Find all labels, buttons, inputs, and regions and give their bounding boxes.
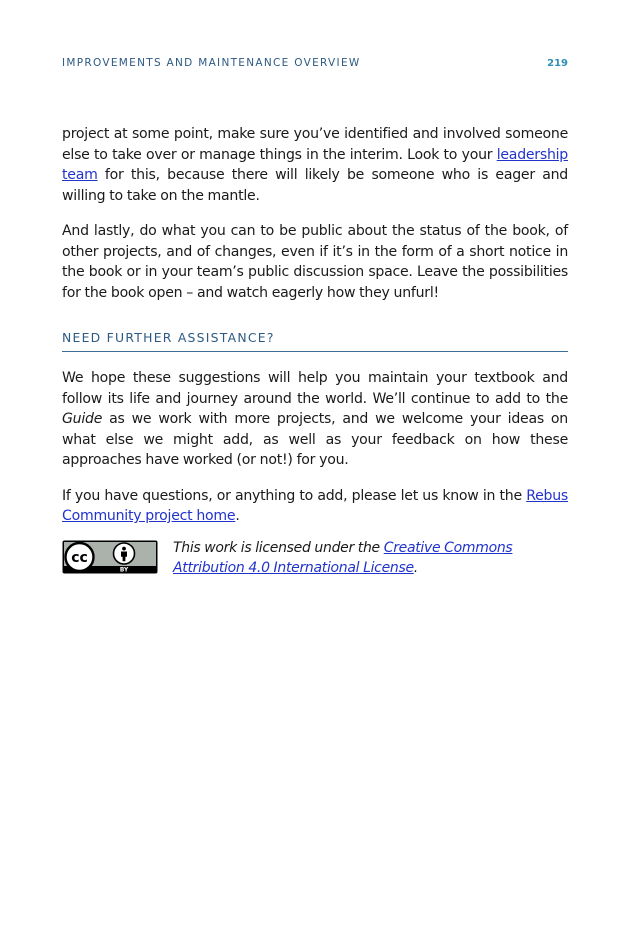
paragraph-suggestions-text-1: We hope these suggestions will help you maintain your textbook and follow its life and journey around the world. We’ll continue to add to the — [62, 370, 568, 407]
book-page — [62, 0, 568, 945]
page-number: 219 — [547, 57, 568, 69]
paragraph-public-status: And lastly, do what you can to be public about the status of the book, of other projects, and of changes, even if it’s in the form of a short notice in the book or in your team’s public discussion space. Leave the possibilities for the book open – and watch eagerly how they unfurl! — [62, 223, 568, 301]
paragraph-handover — [62, 124, 568, 206]
cc-license-link[interactable]: Creative Commons Attribution 4.0 International License — [173, 539, 513, 576]
paragraph-questions-text-2: . — [235, 508, 240, 524]
paragraph-handover-text-1: project at some point, make sure you’ve identified and involved someone else to take over or manage things in the interim. Look to your — [62, 126, 568, 163]
cc-badge-by-text: BY — [119, 567, 129, 574]
cc-by-license-badge-icon[interactable] — [62, 540, 158, 574]
paragraph-handover-text-2: for this, because there will likely be someone who is eager and willing to take on the mantle. — [62, 167, 568, 204]
running-header — [62, 56, 568, 70]
paragraph-questions-text-1: If you have questions, or anything to add, please let us know in the — [62, 487, 527, 504]
section-body — [62, 368, 568, 579]
guide-emphasis: Guide — [62, 411, 103, 427]
leadership-team-link[interactable]: leadership team — [62, 146, 568, 183]
paragraph-questions — [62, 486, 568, 527]
license-text-2: . — [413, 560, 418, 576]
license-statement — [173, 538, 568, 579]
section-heading: NEED FURTHER ASSISTANCE? — [62, 330, 568, 352]
rebus-community-link[interactable]: Rebus Community project home — [62, 487, 568, 524]
license-text-1: This work is licensed under the — [173, 539, 384, 556]
page-content — [62, 124, 568, 579]
paragraph-suggestions-text-2: as we work with more projects, and we welcome your ideas on what else we might add, as well as your feedback on how these approaches have worked (or not!) for you. — [62, 411, 568, 468]
cc-badge-cc-text: cc — [71, 549, 88, 566]
running-header-title: IMPROVEMENTS AND MAINTENANCE OVERVIEW — [62, 57, 361, 69]
paragraph-suggestions — [62, 368, 568, 471]
license-block — [62, 538, 568, 579]
